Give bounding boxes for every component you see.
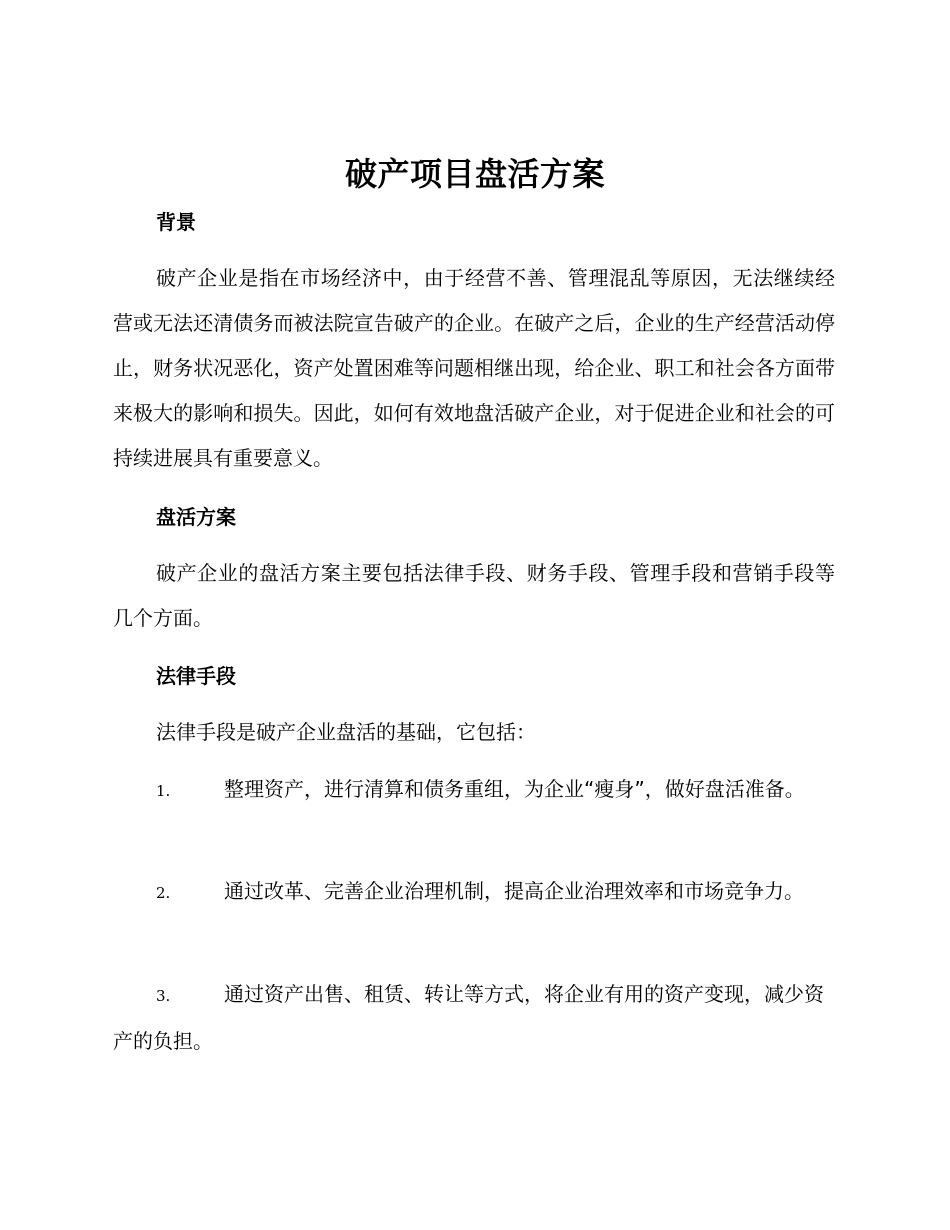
- list-item-text: 整理资产，进行清算和债务重组，为企业“瘦身”，做好盘活准备。: [224, 777, 805, 801]
- document-title: 破产项目盘活方案: [344, 155, 605, 193]
- list-item-number: 1.: [156, 782, 171, 800]
- list-item-number: 3.: [156, 987, 171, 1005]
- list-item-text: 通过改革、完善企业治理机制，提高企业治理效率和市场竞争力。: [224, 879, 804, 903]
- section-heading-legal-means: 法律手段: [156, 664, 236, 688]
- list-item: [113, 767, 835, 814]
- list-item: [113, 869, 835, 916]
- revitalization-plan-paragraph: 破产企业的盘活方案主要包括法律手段、财务手段、管理手段和营销手段等几个方面。: [113, 561, 835, 630]
- background-paragraph: 破产企业是指在市场经济中，由于经营不善、管理混乱等原因，无法继续经营或无法还清债务而被法院宣告破产的企业。在破产之后，企业的生产经营活动停止，财务状况恶化，资产处置困难等问题相继出现，给企业、职工和社会各方面带来极大的影响和损失。因此，如何有效地盘活破产企业，对于促进企业和社会的可持续进展具有重要意义。: [113, 266, 835, 470]
- section-heading-revitalization-plan: 盘活方案: [156, 505, 236, 529]
- list-item: [113, 972, 835, 1064]
- section-heading-background: 背景: [156, 210, 196, 234]
- legal-means-paragraph: 法律手段是破产企业盘活的基础，它包括：: [156, 720, 536, 744]
- list-item-text: 通过资产出售、租赁、转让等方式，将企业有用的资产变现，减少资产的负担。: [113, 982, 824, 1053]
- list-item-number: 2.: [156, 884, 171, 902]
